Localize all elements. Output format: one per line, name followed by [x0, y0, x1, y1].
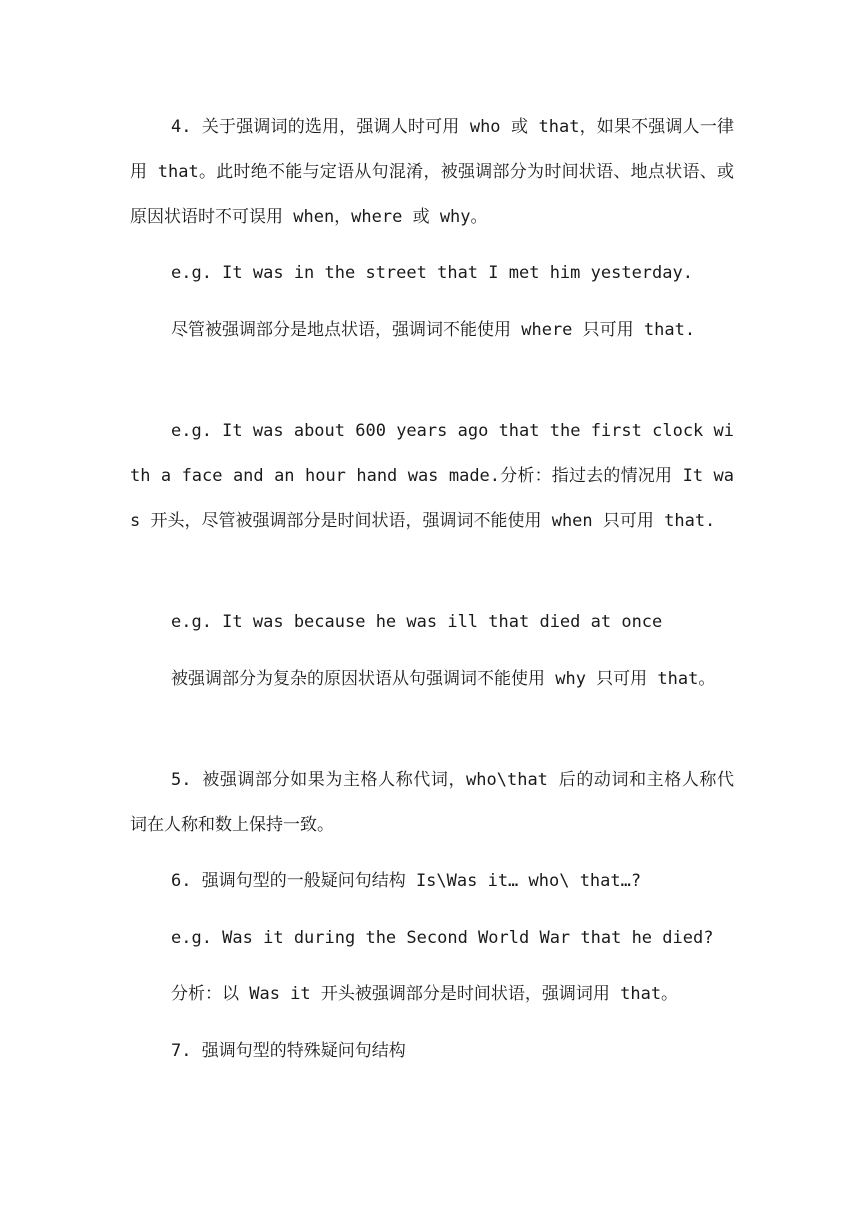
paragraph-example-clock: e.g. It was about 600 years ago that the first clock with a face and an hour hand was made.分析：指过去的情况用 It was 开头，尽管被强调部分是时间状语，强调词不能使用 when 只可用 that. [130, 421, 734, 531]
paragraph-analysis-war: 分析：以 Was it 开头被强调部分是时间状语，强调词用 that。 [171, 984, 679, 1004]
paragraph-rule-5: 5. 被强调部分如果为主格人称代词，who\that 后的动词和主格人称代词在人称和数上保持一致。 [130, 770, 734, 835]
paragraph-rule-7: 7. 强调句型的特殊疑问句结构 [171, 1041, 406, 1061]
paragraph-rule-6: 6. 强调句型的一般疑问句结构 Is\Was it… who\ that…? [171, 871, 642, 891]
paragraph-example-street: e.g. It was in the street that I met him yesterday. [171, 263, 693, 283]
paragraph-example-ill: e.g. It was because he was ill that died at once [171, 612, 663, 632]
paragraph-example-war: e.g. Was it during the Second World War that he died? [171, 928, 714, 948]
paragraph-note-reason: 被强调部分为复杂的原因状语从句强调词不能使用 why 只可用 that。 [171, 669, 716, 689]
paragraph-rule-4: 4. 关于强调词的选用，强调人时可用 who 或 that，如果不强调人一律用 that。此时绝不能与定语从句混淆，被强调部分为时间状语、地点状语、或原因状语时不可误用 when，where 或 why。 [130, 117, 734, 227]
paragraph-note-place: 尽管被强调部分是地点状语，强调词不能使用 where 只可用 that. [171, 320, 696, 340]
